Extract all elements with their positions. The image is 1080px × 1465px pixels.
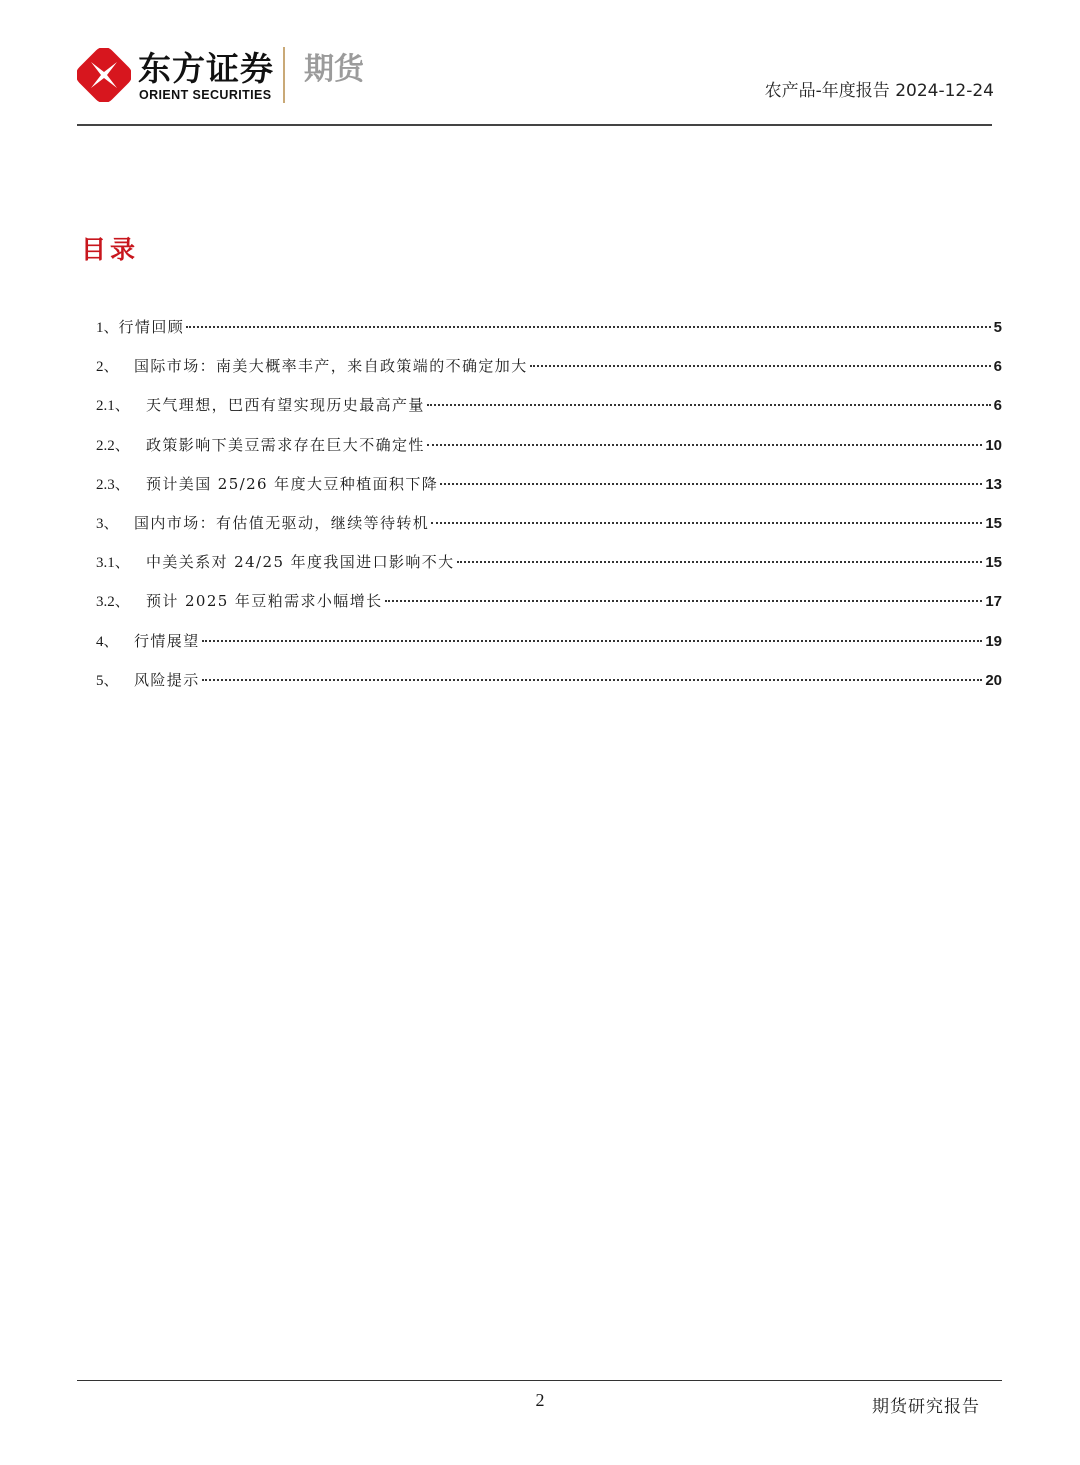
- toc-entry-page: 5: [993, 319, 1002, 336]
- toc-entry-page: 19: [985, 632, 1002, 650]
- toc-entry-number: 2.1、: [96, 398, 130, 415]
- toc-dot-leader: [440, 483, 982, 485]
- toc-entry-page: 17: [985, 593, 1002, 611]
- toc-entry-3-1[interactable]: [96, 549, 1002, 588]
- toc-entry-page: 10: [985, 436, 1002, 454]
- toc-entry-2[interactable]: [96, 353, 1002, 392]
- footer-label: 期货研究报告: [872, 1397, 980, 1417]
- toc-entry-title: 政策影响下美豆需求存在巨大不确定性: [146, 435, 425, 454]
- toc-entry-3[interactable]: [96, 510, 1002, 549]
- footer-divider: [77, 1380, 1002, 1381]
- brand-name-en: ORIENT SECURITIES: [139, 88, 272, 102]
- toc-entry-title: 预计 2025 年豆粕需求小幅增长: [146, 592, 383, 611]
- toc-entry-title: 行情回顾: [118, 318, 185, 336]
- brand-name-cn: 东方证券: [138, 49, 274, 88]
- toc-dot-leader: [202, 640, 983, 642]
- page-number: 2: [535, 1390, 545, 1410]
- toc-entry-title: 预计美国 25/26 年度大豆种植面积下降: [146, 474, 439, 493]
- toc-entry-number: 3、: [96, 515, 119, 532]
- toc-entry-number: 3.1、: [96, 555, 130, 572]
- toc-entry-page: 15: [985, 514, 1002, 532]
- page-header: [0, 0, 1080, 130]
- toc-dot-leader: [530, 365, 991, 367]
- toc-title: 目录: [81, 235, 140, 264]
- toc-dot-leader: [186, 326, 991, 328]
- header-divider: [77, 124, 992, 126]
- toc-entry-title: 风险提示: [134, 670, 200, 689]
- toc-dot-leader: [427, 404, 991, 406]
- toc-entry-title: 国际市场：南美大概率丰产，来自政策端的不确定加大: [134, 357, 528, 376]
- toc-entry-page: 6: [993, 358, 1002, 376]
- toc-dot-leader: [385, 600, 983, 602]
- toc-entry-2-1[interactable]: [96, 392, 1002, 431]
- toc-entry-number: 3.2、: [96, 594, 130, 611]
- toc-entry-number: 5、: [96, 672, 119, 689]
- toc-dot-leader: [431, 522, 982, 524]
- toc-entry-title: 国内市场：有估值无驱动，继续等待转机: [134, 513, 430, 532]
- toc-entry-title: 行情展望: [134, 631, 200, 650]
- toc-entry-page: 13: [985, 475, 1002, 493]
- toc-entry-number: 1、: [96, 320, 119, 336]
- toc-entry-title: 中美关系对 24/25 年度我国进口影响不大: [146, 553, 455, 572]
- toc-entry-page: 15: [985, 554, 1002, 572]
- toc-dot-leader: [427, 444, 983, 446]
- brand-subtitle: 期货: [304, 52, 364, 87]
- report-info: 农产品-年度报告 2024-12-24: [764, 81, 994, 101]
- table-of-contents: [96, 314, 1002, 706]
- toc-entry-number: 2、: [96, 359, 119, 376]
- toc-entry-3-2[interactable]: [96, 588, 1002, 627]
- toc-entry-page: 6: [993, 397, 1002, 415]
- toc-entry-2-2[interactable]: [96, 432, 1002, 471]
- toc-entry-number: 4、: [96, 633, 119, 650]
- toc-entry-title: 天气理想，巴西有望实现历史最高产量: [146, 396, 425, 415]
- toc-entry-page: 20: [985, 671, 1002, 689]
- toc-entry-4[interactable]: [96, 628, 1002, 667]
- toc-dot-leader: [457, 561, 983, 563]
- toc-entry-number: 2.3、: [96, 476, 130, 493]
- toc-entry-2-3[interactable]: [96, 471, 1002, 510]
- toc-dot-leader: [202, 679, 983, 681]
- orient-securities-logo-icon: [77, 48, 131, 102]
- toc-entry-number: 2.2、: [96, 437, 130, 454]
- toc-entry-5[interactable]: [96, 667, 1002, 706]
- toc-entry-1[interactable]: [96, 314, 1002, 353]
- brand-divider: [283, 47, 285, 103]
